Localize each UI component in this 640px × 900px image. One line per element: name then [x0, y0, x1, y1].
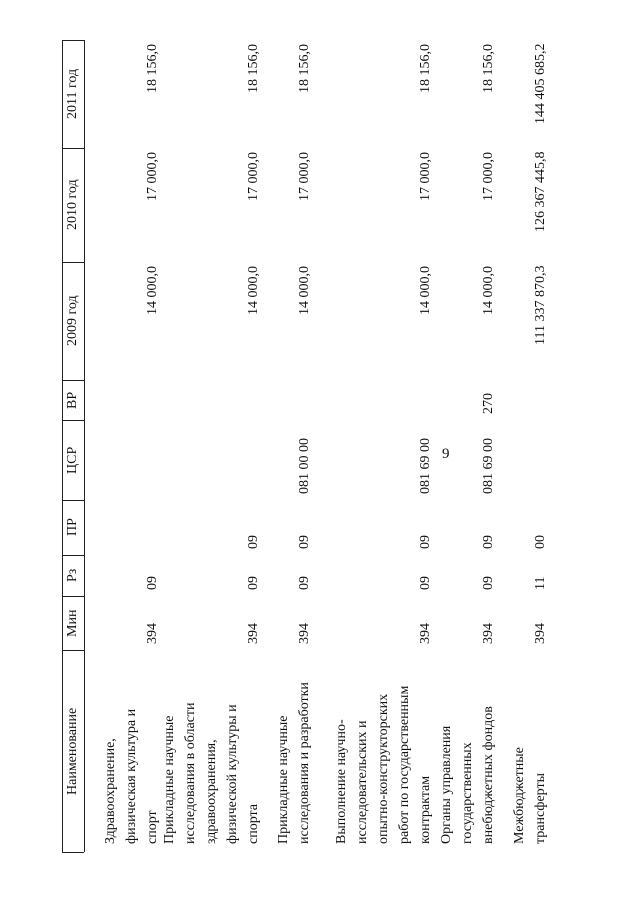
table-top-border	[62, 40, 84, 41]
header-row-border	[84, 40, 85, 852]
row-name-line: работ по государственным	[397, 685, 412, 844]
row-pr: 09	[481, 535, 496, 549]
row-name-line: опытно-конструкторских	[376, 693, 391, 844]
row-y2010: 17 000,0	[145, 152, 160, 201]
header-divider	[62, 596, 84, 597]
row-pr: 09	[418, 535, 433, 549]
header-divider	[62, 148, 84, 149]
row-name-line: исследовательских и	[355, 720, 370, 844]
row-min: 394	[418, 623, 433, 644]
header-divider	[62, 555, 84, 556]
row-csr: 081 00 00	[297, 438, 312, 494]
row-min: 394	[145, 623, 160, 644]
row-y2010: 17 000,0	[297, 152, 312, 201]
header-y2011: 2011 год	[65, 68, 80, 120]
row-rz: 09	[246, 576, 261, 590]
row-name-line: исследования и разработки	[297, 682, 312, 844]
row-y2010: 17 000,0	[418, 152, 433, 201]
row-y2009: 14 000,0	[297, 266, 312, 315]
row-name-line: трансферты	[533, 772, 548, 844]
row-name-line: Межбюджетные	[512, 747, 527, 844]
row-y2010: 17 000,0	[246, 152, 261, 201]
row-y2011: 18 156,0	[418, 44, 433, 93]
header-min: Мин	[65, 609, 80, 637]
row-min: 394	[246, 623, 261, 644]
header-divider	[62, 650, 84, 651]
header-vr: ВР	[65, 391, 80, 409]
page-number: 9	[442, 446, 450, 462]
row-y2011: 18 156,0	[145, 44, 160, 93]
header-csr: ЦСР	[65, 446, 80, 474]
row-pr: 00	[533, 535, 548, 549]
row-name-line: Прикладные научные	[162, 715, 177, 844]
row-name-line: исследования в области	[183, 702, 198, 844]
row-name-line: Органы управления	[439, 725, 454, 844]
table-bottom-border	[62, 852, 84, 853]
row-name-line: Выполнение научно-	[334, 719, 349, 844]
row-name-line: Здравоохранение,	[103, 738, 118, 844]
header-y2010: 2010 год	[65, 179, 80, 231]
row-y2011: 18 156,0	[481, 44, 496, 93]
header-rz: Рз	[65, 568, 80, 583]
header-divider	[62, 420, 84, 421]
row-rz: 11	[533, 576, 548, 590]
row-y2011: 18 156,0	[246, 44, 261, 93]
header-divider	[62, 262, 84, 263]
row-name-line: Прикладные научные	[276, 715, 291, 844]
row-y2011: 144 405 685,2	[533, 44, 548, 125]
row-name-line: физической культуры и	[225, 704, 240, 844]
row-y2010: 126 367 445,8	[533, 152, 548, 233]
row-name-line: государственных	[460, 742, 475, 844]
header-divider	[62, 380, 84, 381]
row-name-line: здравоохранения,	[204, 739, 219, 844]
row-min: 394	[297, 623, 312, 644]
row-pr: 09	[297, 535, 312, 549]
row-name-line: физическая культура и	[124, 708, 139, 844]
row-vr: 270	[481, 393, 496, 414]
row-name-line: внебюджетных фондов	[481, 706, 496, 844]
header-y2009: 2009 год	[65, 295, 80, 347]
row-rz: 09	[481, 576, 496, 590]
row-min: 394	[533, 623, 548, 644]
row-rz: 09	[418, 576, 433, 590]
row-y2011: 18 156,0	[297, 44, 312, 93]
row-name-line: контрактам	[418, 775, 433, 844]
row-pr: 09	[246, 535, 261, 549]
row-y2009: 14 000,0	[418, 266, 433, 315]
row-y2010: 17 000,0	[481, 152, 496, 201]
header-name: Наименование	[65, 707, 80, 795]
row-min: 394	[481, 623, 496, 644]
row-csr: 081 69 00	[418, 438, 433, 494]
header-divider	[62, 500, 84, 501]
row-csr: 081 69 00	[481, 438, 496, 494]
header-pr: ПР	[65, 518, 80, 537]
row-y2009: 14 000,0	[481, 266, 496, 315]
row-name-line: спорта	[246, 803, 261, 844]
row-y2009: 14 000,0	[145, 266, 160, 315]
row-rz: 09	[145, 576, 160, 590]
row-rz: 09	[297, 576, 312, 590]
row-y2009: 14 000,0	[246, 266, 261, 315]
row-name-line: спорт	[145, 810, 160, 844]
row-y2009: 111 337 870,3	[533, 266, 548, 346]
